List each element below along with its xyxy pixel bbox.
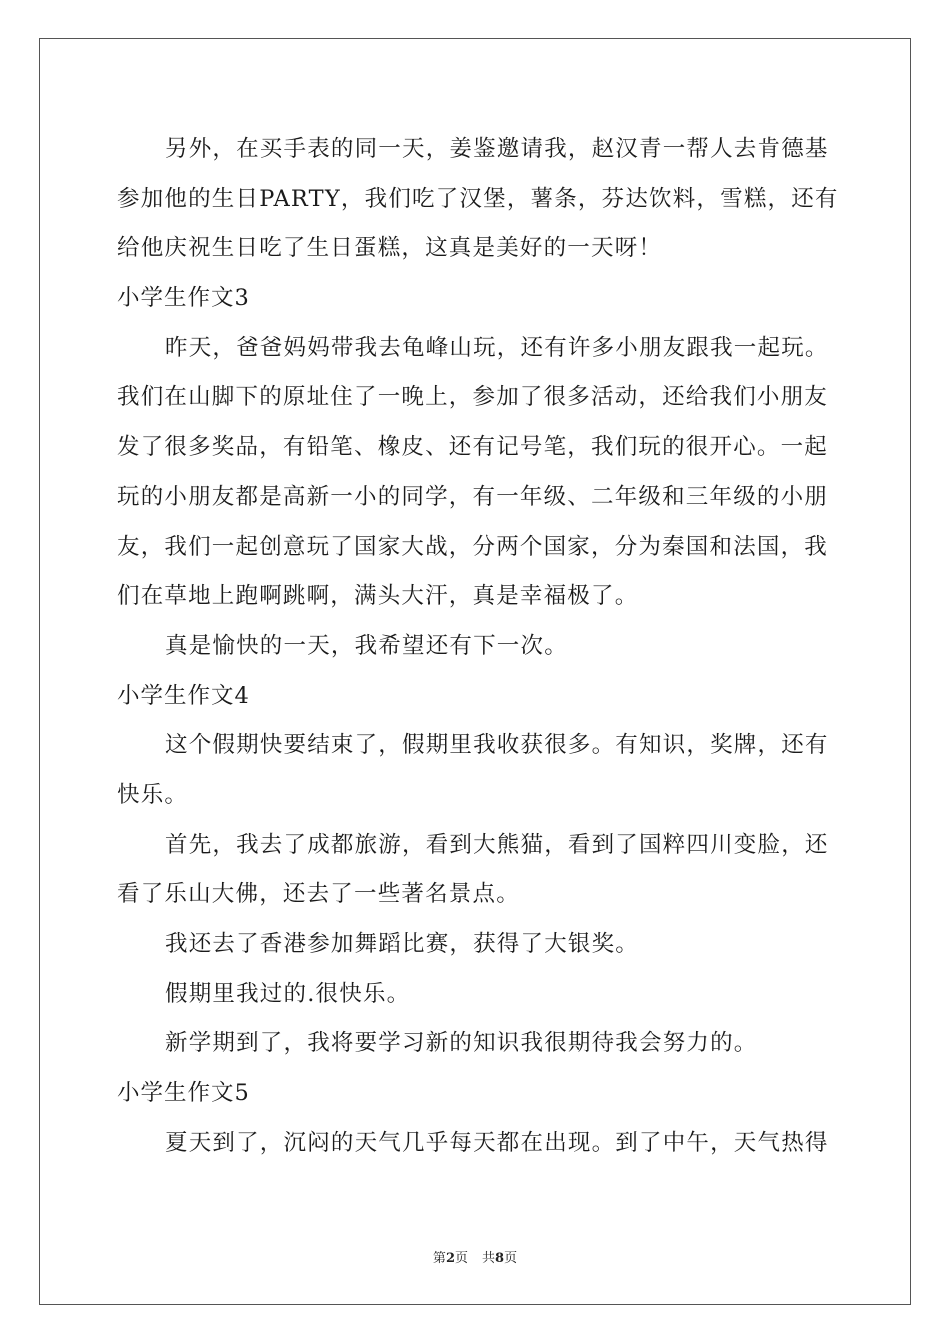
text-line: 新学期到了，我将要学习新的知识我很期待我会努力的。 — [165, 1030, 758, 1057]
page-prefix: 第 — [432, 1251, 446, 1266]
total-suffix: 页 — [504, 1251, 518, 1266]
section-heading: 小学生作文3 — [117, 285, 250, 312]
text-line: 友，我们一起创意玩了国家大战，分两个国家，分为秦国和法国，我 — [117, 533, 829, 560]
page-footer — [0, 1247, 950, 1266]
text-line: 参加他的生日PARTY，我们吃了汉堡，薯条，芬达饮料，雪糕，还有 — [117, 185, 839, 212]
text-line: 真是愉快的一天，我希望还有下一次。 — [165, 632, 568, 659]
document-body — [117, 125, 839, 1168]
current-page-number: 2 — [445, 1251, 455, 1266]
text-line: 看了乐山大佛，还去了一些著名景点。 — [117, 881, 520, 908]
text-line: 玩的小朋友都是高新一小的同学，有一年级、二年级和三年级的小朋 — [117, 483, 829, 510]
text-line: 我们在山脚下的原址住了一晚上，参加了很多活动，还给我们小朋友 — [117, 384, 829, 411]
text-line: 给他庆祝生日吃了生日蛋糕，这真是美好的一天呀！ — [117, 235, 663, 262]
text-line: 夏天到了，沉闷的天气几乎每天都在出现。到了中午，天气热得 — [165, 1129, 829, 1156]
section-heading: 小学生作文4 — [117, 682, 250, 709]
text-line: 首先，我去了成都旅游，看到大熊猫，看到了国粹四川变脸，还 — [165, 831, 829, 858]
text-line: 们在草地上跑啊跳啊，满头大汗，真是幸福极了。 — [117, 583, 639, 610]
text-line: 这个假期快要结束了，假期里我收获很多。有知识，奖牌，还有 — [165, 732, 829, 759]
total-page-number: 8 — [495, 1251, 505, 1266]
text-line: 假期里我过的.很快乐。 — [165, 980, 411, 1007]
text-line: 发了很多奖品，有铅笔、橡皮、还有记号笔，我们玩的很开心。一起 — [117, 434, 829, 461]
text-line: 快乐。 — [117, 781, 189, 808]
text-line: 另外，在买手表的同一天，姜鉴邀请我，赵汉青一帮人去肯德基 — [165, 136, 829, 162]
page-suffix: 页 — [454, 1251, 468, 1266]
text-line: 我还去了香港参加舞蹈比赛，获得了大银奖。 — [165, 931, 640, 957]
total-prefix: 共 — [482, 1251, 496, 1266]
section-heading: 小学生作文5 — [117, 1080, 250, 1107]
text-line: 昨天，爸爸妈妈带我去龟峰山玩，还有许多小朋友跟我一起玩。 — [165, 334, 829, 361]
